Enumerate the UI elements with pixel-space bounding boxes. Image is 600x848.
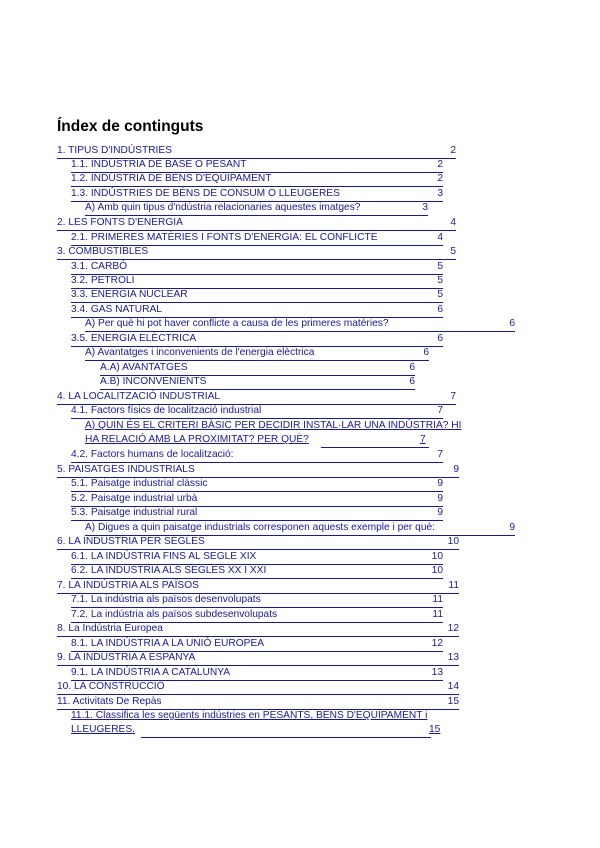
toc-entry-text: 1. TIPUS D'INDÚSTRIES: [57, 145, 172, 156]
toc-entry-text: 7.2. La indústria als països subdesenvolupats: [71, 609, 278, 620]
toc-entry-3-2[interactable]: [71, 274, 443, 289]
toc-entry-text: 3.3. ENERGIA NUCLEAR: [71, 289, 188, 300]
toc-entry-page: 5: [437, 261, 443, 272]
toc-entry-page: 5: [450, 246, 456, 257]
toc-entry-3-1[interactable]: [71, 260, 443, 275]
toc-entry-text: 9.1. LA INDÚSTRIA A CATALUNYA: [71, 667, 231, 678]
toc-entry-page: 7: [420, 434, 426, 445]
toc-entry-page: 12: [447, 623, 459, 634]
toc-entry-page: 11: [448, 580, 459, 591]
toc-entry-page: 6: [437, 333, 443, 344]
toc-entry-text: 4.1. Factors físics de localització industrial: [71, 405, 262, 416]
toc-title: Índex de continguts: [57, 118, 204, 135]
toc-entry-text: 6. LA INDÚSTRIA PER SEGLES: [57, 536, 205, 547]
toc-entry-3-5-a-b[interactable]: [100, 375, 415, 390]
toc-entry-11-1[interactable]: [71, 709, 531, 739]
toc-entry-1-1[interactable]: [71, 158, 443, 173]
toc-entry-text: 6.2. LA INDÚSTRIA ALS SEGLES XX I XXI: [71, 565, 267, 576]
toc-entry-page: 11: [432, 609, 443, 620]
toc-entry-6[interactable]: [57, 535, 459, 550]
toc-entry-text: 3.2. PETROLI: [71, 275, 135, 286]
toc-entry-5-3[interactable]: [71, 506, 443, 521]
toc-entry-11[interactable]: [57, 695, 459, 710]
toc-entry-4-2[interactable]: [71, 448, 443, 463]
toc-entry-page: 13: [431, 667, 443, 678]
toc-entry-page: 2: [437, 173, 443, 184]
toc-entry-text: 4. LA LOCALITZACIÓ INDUSTRIAL: [57, 391, 221, 402]
toc-entry-page: 5: [437, 275, 443, 286]
toc-entry-3-5[interactable]: [71, 332, 443, 347]
toc-entry-page: 13: [447, 652, 459, 663]
toc-entry-page: 7: [437, 405, 443, 416]
toc-entry-text: 4.2. Factors humans de localització:: [71, 449, 234, 460]
toc-entry-9-1[interactable]: [71, 666, 443, 681]
toc-entry-4-1[interactable]: [71, 404, 443, 419]
toc-entry-text: 3.5. ENERGIA ELÈCTRICA: [71, 333, 197, 344]
toc-entry-3-4[interactable]: [71, 303, 443, 318]
toc-entry-text: 2. LES FONTS D'ENERGIA: [57, 217, 183, 228]
toc-entry-5-2[interactable]: [71, 492, 443, 507]
toc-entry-text: 11. Activitats De Repàs: [57, 696, 162, 707]
toc-entry-6-1[interactable]: [71, 550, 443, 565]
toc-entry-text-line2: HA RELACIÓ AMB LA PROXIMITAT? PER QUÈ?: [85, 434, 309, 445]
toc-entry-4[interactable]: [57, 390, 456, 405]
toc-entry-page: 5: [437, 289, 443, 300]
toc-entry-text: 6.1. LA INDÚSTRIA FINS AL SEGLE XIX: [71, 551, 257, 562]
toc-entry-9[interactable]: [57, 651, 459, 666]
toc-entry-8[interactable]: [57, 622, 459, 637]
toc-entry-5-3-a[interactable]: [85, 521, 515, 536]
toc-entry-page: 4: [437, 232, 443, 243]
toc-entry-text: 11.1. Classifica les següents indústries en PESANTS, BÉNS D'EQUIPAMENT i: [71, 710, 428, 721]
toc-entry-6-2[interactable]: [71, 564, 443, 579]
toc-entry-page: 6: [409, 376, 415, 387]
toc-entry-page: 9: [453, 464, 459, 475]
toc-entry-3-5-a[interactable]: [85, 346, 429, 361]
toc-entry-5[interactable]: [57, 463, 459, 478]
toc-entry-page: 10: [431, 551, 443, 562]
toc-entry-text: A.A) AVANTATGES: [100, 362, 188, 373]
toc-leader: [321, 433, 429, 448]
toc-entry-text: 10. LA CONSTRUCCIÓ: [57, 681, 165, 692]
toc-entry-4-1-a[interactable]: [85, 419, 540, 449]
toc-entry-text: 8.1. LA INDÚSTRIA A LA UNIÓ EUROPEA: [71, 638, 265, 649]
toc-entry-3-5-a-a[interactable]: [100, 361, 415, 376]
toc-entry-page: 6: [509, 318, 515, 329]
toc-entry-3-4-a[interactable]: [85, 317, 515, 332]
toc-entry-page: 15: [447, 696, 459, 707]
toc-entry-page: 2: [450, 145, 456, 156]
toc-entry-page: 4: [450, 217, 456, 228]
toc-entry-page: 3: [422, 202, 428, 213]
toc-entry-text: 9. LA INDÚSTRIA A ESPANYA: [57, 652, 196, 663]
toc-entry-text: 5.1. Paisatge industrial clàssic: [71, 478, 208, 489]
toc-entry-text: A) QUIN ÉS EL CRITERI BÀSIC PER DECIDIR INSTAL·LAR UNA INDÚSTRIA? HI: [85, 420, 462, 431]
toc-entry-page: 11: [432, 594, 443, 605]
toc-entry-text: A.B) INCONVENIENTS: [100, 376, 207, 387]
toc-entry-text: A) Avantatges i inconvenients de l'energia elèctrica: [85, 347, 315, 358]
toc-entry-text: 7. LA INDÚSTRIA ALS PAÏSOS: [57, 580, 199, 591]
toc-entry-1[interactable]: [57, 144, 456, 159]
toc-entry-text: 3.1. CARBÓ: [71, 261, 128, 272]
toc-entry-page: 9: [437, 493, 443, 504]
toc-entry-page: 7: [450, 391, 456, 402]
toc-entry-page: 12: [431, 638, 443, 649]
toc-entry-2[interactable]: [57, 216, 456, 231]
toc-entry-7-2[interactable]: [71, 608, 443, 623]
toc-entry-page: 2: [437, 159, 443, 170]
toc-entry-3-3[interactable]: [71, 288, 443, 303]
toc-entry-7-1[interactable]: [71, 593, 443, 608]
toc-entry-text: 1.2. INDÚSTRIA DE BÉNS D'EQUIPAMENT: [71, 173, 272, 184]
toc-entry-text: 5. PAISATGES INDUSTRIALS: [57, 464, 195, 475]
toc-entry-page: 9: [437, 507, 443, 518]
toc-entry-1-3[interactable]: [71, 187, 443, 202]
toc-entry-3[interactable]: [57, 245, 456, 260]
toc-entry-page: 15: [429, 724, 441, 735]
toc-entry-page: 3: [437, 188, 443, 199]
toc-entry-text: A) Per què hi pot haver conflicte a causa de les primeres matèries?: [85, 318, 389, 329]
toc-entry-text-line2: LLEUGERES.: [71, 724, 135, 735]
toc-entry-page: 6: [423, 347, 429, 358]
toc-entry-1-3-a[interactable]: [85, 201, 428, 216]
toc-entry-page: 7: [437, 449, 443, 460]
toc-entry-text: 8. La Indústria Europea: [57, 623, 163, 634]
toc-entry-page: 9: [509, 522, 515, 533]
toc-entry-10[interactable]: [57, 680, 459, 695]
toc-entry-text: 5.2. Paisatge industrial urbà: [71, 493, 198, 504]
toc-entry-text: 7.1. La indústria als països desenvolupats: [71, 594, 261, 605]
toc-entry-page: 10: [431, 565, 443, 576]
toc-entry-7[interactable]: [57, 579, 459, 594]
toc-leader: [141, 723, 431, 738]
toc-entry-page: 6: [437, 304, 443, 315]
toc-entry-text: A) Amb quin tipus d'ndústria relacionaries aquestes imatges?: [85, 202, 361, 213]
toc-entry-1-2[interactable]: [71, 172, 443, 187]
toc-entry-text: 5.3. Paisatge industrial rural: [71, 507, 198, 518]
toc-entry-2-1[interactable]: [71, 231, 443, 246]
toc-entry-page: 10: [447, 536, 459, 547]
toc-entry-page: 14: [447, 681, 459, 692]
toc-entry-8-1[interactable]: [71, 637, 443, 652]
toc-entry-text: 3. COMBUSTIBLES: [57, 246, 149, 257]
toc-entry-page: 9: [437, 478, 443, 489]
toc-entry-text: 2.1. PRIMERES MATÈRIES I FONTS D'ENERGIA: EL CONFLICTE: [71, 232, 378, 243]
toc-entry-text: 1.3. INDÚSTRIES DE BÉNS DE CONSUM O LLEUGERES: [71, 188, 340, 199]
toc-entry-5-1[interactable]: [71, 477, 443, 492]
toc-entry-text: A) Digues a quin paisatge industrials corresponen aquests exemple i per què:: [85, 522, 435, 533]
toc-entry-page: 6: [409, 362, 415, 373]
toc-entry-text: 1.1. INDÚSTRIA DE BASE O PESANT: [71, 159, 247, 170]
toc-entry-text: 3.4. GAS NATURAL: [71, 304, 162, 315]
